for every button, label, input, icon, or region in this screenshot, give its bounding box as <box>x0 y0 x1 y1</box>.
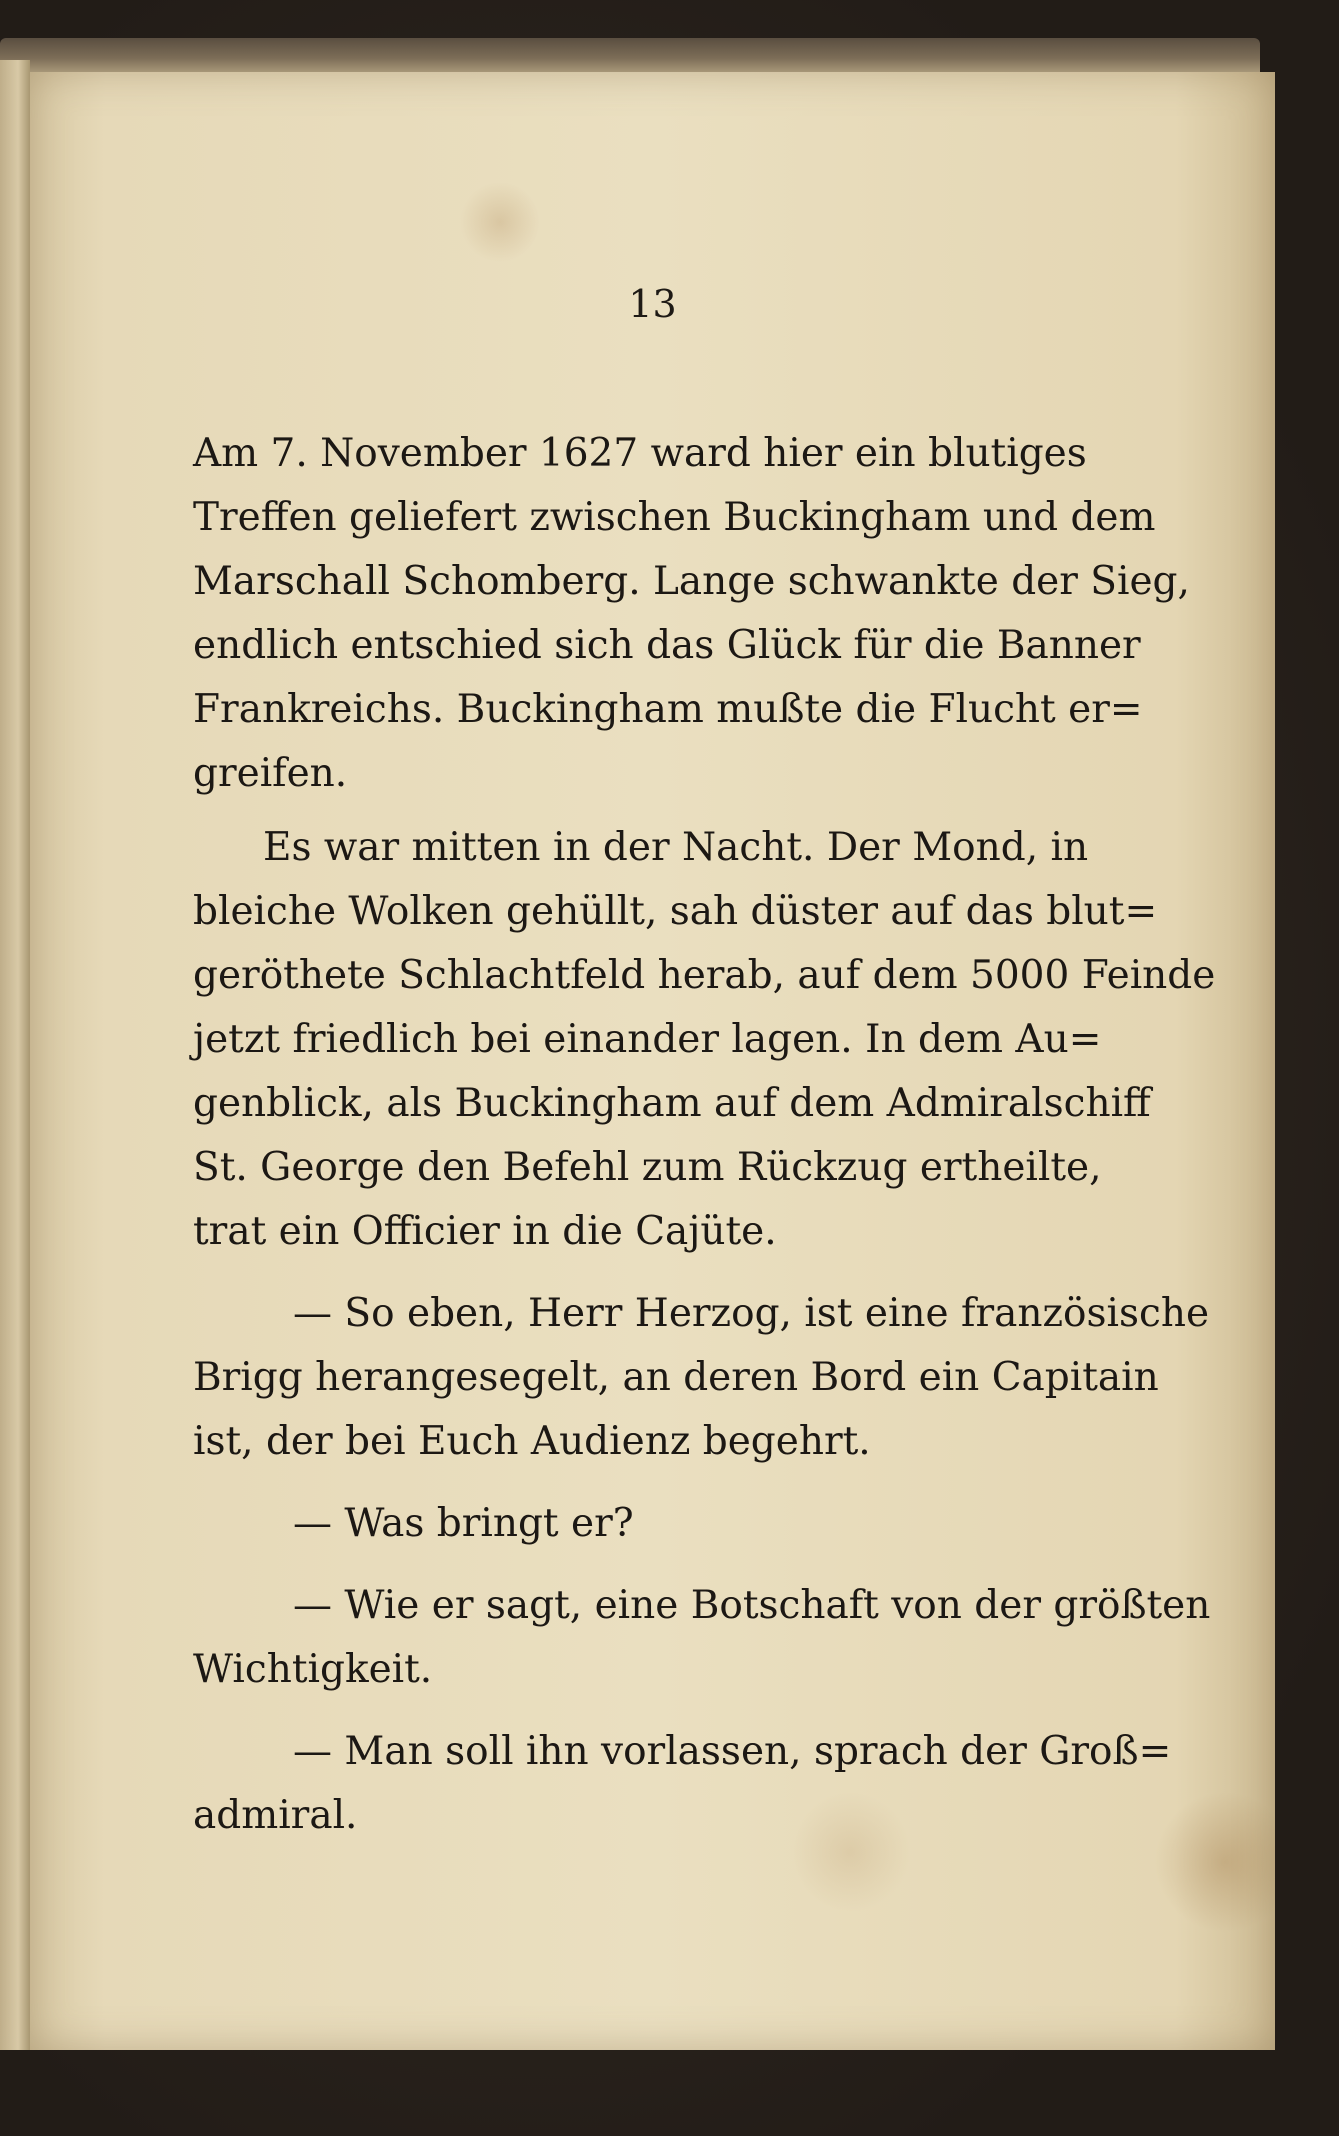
text-line: Am 7. November 1627 ward hier ein blutiges <box>193 431 1087 476</box>
text-line: Wichtigkeit. <box>193 1647 433 1692</box>
text-line: greifen. <box>193 751 348 796</box>
text-line: St. George den Befehl zum Rückzug ertheilte, <box>193 1145 1102 1190</box>
text-line: Marschall Schomberg. Lange schwankte der Sieg, <box>193 559 1190 604</box>
dialogue-line: — Was bringt er? <box>293 1501 634 1546</box>
text-line: endlich entschied sich das Glück für die Banner <box>193 623 1141 668</box>
text-line: Brigg herangesegelt, an deren Bord ein Capitain <box>193 1355 1159 1400</box>
text-line: geröthete Schlachtfeld herab, auf dem 5000 Feinde <box>193 953 1216 998</box>
dialogue-line: — Man soll ihn vorlassen, sprach der Groß= <box>293 1729 1172 1774</box>
text-line: Es war mitten in der Nacht. Der Mond, in <box>263 825 1089 870</box>
book-spine-edge <box>0 60 30 2050</box>
text-line: genblick, als Buckingham auf dem Admiralschiff <box>193 1081 1151 1126</box>
text-line: bleiche Wolken gehüllt, sah düster auf das blut= <box>193 889 1158 934</box>
text-line: admiral. <box>193 1793 358 1838</box>
dialogue-line: — So eben, Herr Herzog, ist eine französische <box>293 1291 1210 1336</box>
text-line: Frankreichs. Buckingham mußte die Flucht er= <box>193 687 1143 732</box>
text-line: ist, der bei Euch Audienz begehrt. <box>193 1419 871 1464</box>
dialogue-line: — Wie er sagt, eine Botschaft von der größten <box>293 1583 1211 1628</box>
text-line: trat ein Officier in die Cajüte. <box>193 1209 777 1254</box>
book-page <box>30 72 1275 2050</box>
page-number: 13 <box>628 282 677 326</box>
text-line: Treffen geliefert zwischen Buckingham und dem <box>193 495 1156 540</box>
text-line: jetzt friedlich bei einander lagen. In dem Au= <box>193 1017 1102 1062</box>
